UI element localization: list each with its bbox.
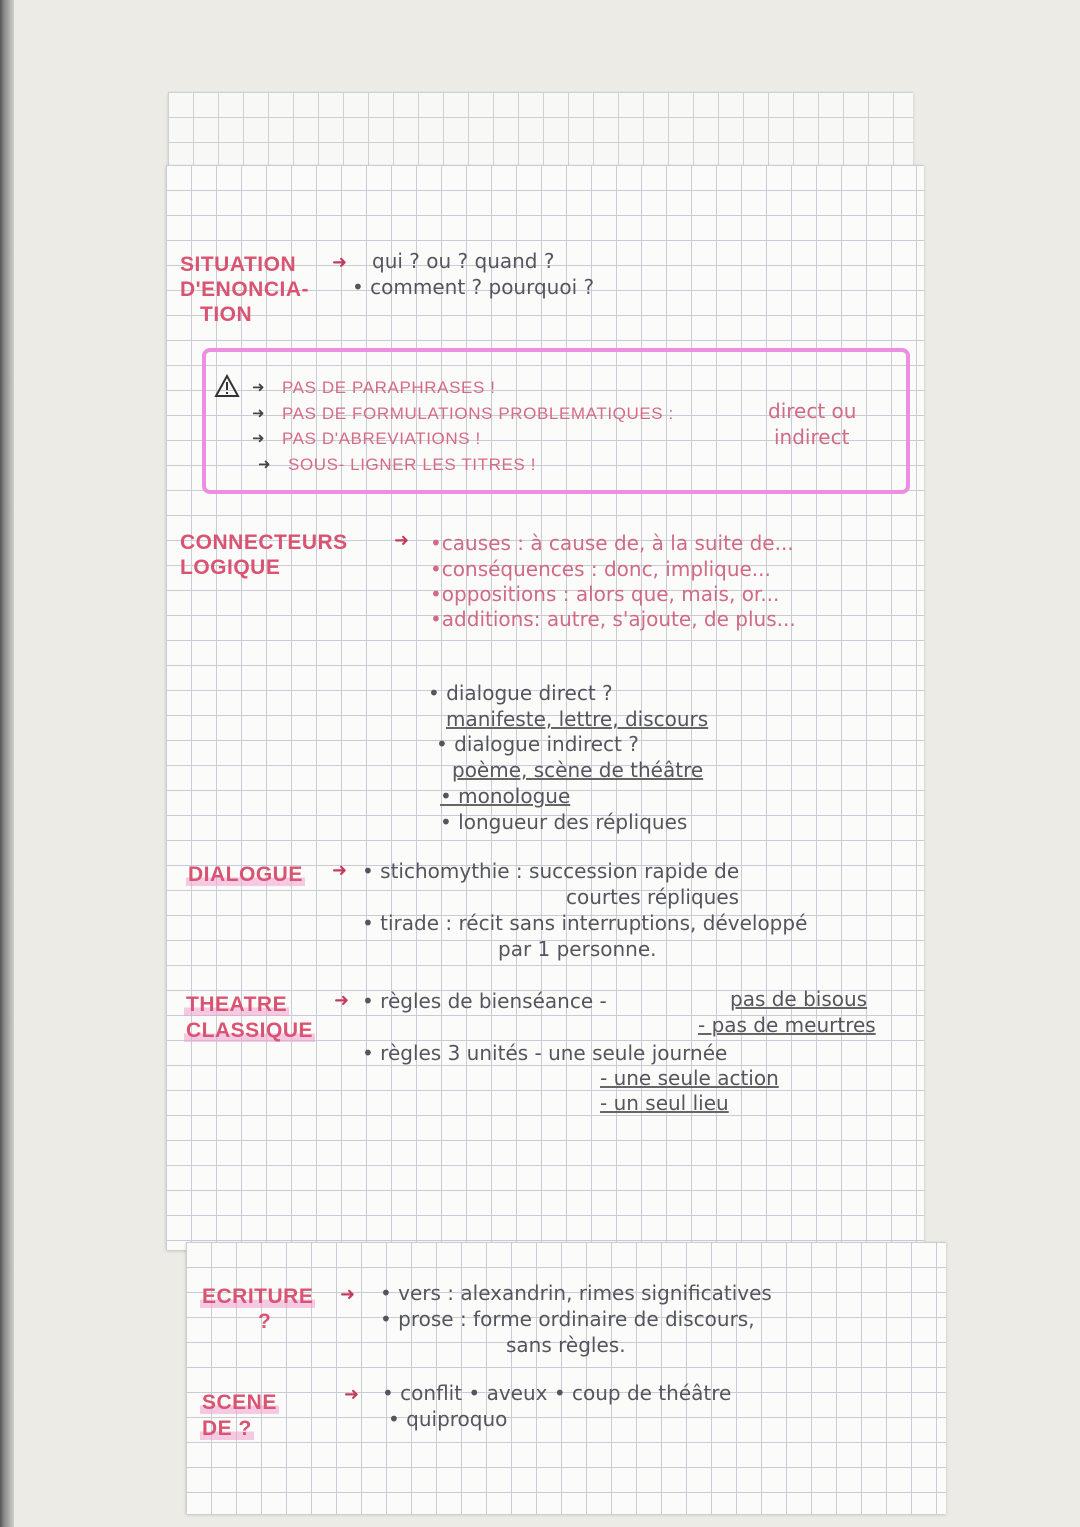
connecteur-causes: •causes : à cause de, à la suite de... [430,531,794,555]
theatre-bienseance: • règles de bienséance - [362,989,607,1013]
theatre-title-2 [184,1018,315,1044]
binder-edge [0,0,14,1527]
dialogue-stichomythie: • stichomythie : succession rapide de [362,859,740,883]
connecteur-additions: •additions: autre, s'ajoute, de plus... [430,607,796,631]
ecriture-prose-cont: sans règles. [506,1333,626,1357]
dialogue-indirect: • dialogue indirect ? [436,732,639,756]
theatre-unites: • règles 3 unités - une seule journée [362,1041,728,1065]
theatre-unites-2: - une seule action [600,1066,779,1090]
dialogue-monologue: • monologue [440,784,571,808]
connecteurs-title-1: CONNECTEURS [180,531,348,554]
arrow-icon: ➜ [394,530,410,551]
scene-title-2-text: DE ? [202,1417,252,1440]
dialogue-title-text: DIALOGUE [188,863,303,886]
warning-side-note-2: indirect [774,425,850,449]
scene-title-2 [200,1416,254,1442]
arrow-icon: ➜ [252,429,265,447]
ecriture-title-text: ECRITURE [202,1285,314,1308]
scene-line-1: • conflit • aveux • coup de théâtre [382,1381,732,1405]
scene-line-2: • quiproquo [388,1407,508,1431]
situation-title-3: TION [200,303,253,326]
scene-title-1 [200,1390,279,1416]
dialogue-indirect-examples: poème, scène de théâtre [452,758,704,782]
theatre-title-1 [184,992,289,1018]
ecriture-prose: • prose : forme ordinaire de discours, [380,1307,755,1331]
warning-side-note-1: direct ou [768,399,857,423]
ecriture-vers: • vers : alexandrin, rimes significatives [380,1281,772,1305]
arrow-icon: ➜ [252,404,265,422]
theatre-title-2-text: CLASSIQUE [186,1019,314,1042]
arrow-icon: ➜ [332,252,348,273]
situation-line-2: • comment ? pourquoi ? [352,275,595,299]
arrow-icon: ➜ [258,455,271,473]
connecteurs-title-2: LOGIQUE [180,556,281,579]
theatre-bienseance-1: pas de bisous [730,987,868,1011]
dialogue-stichomythie-cont: courtes répliques [566,885,740,909]
situation-title-2: D'ENONCIA- [180,278,309,301]
arrow-icon: ➜ [252,378,265,396]
dialogue-longueur: • longueur des répliques [440,810,688,834]
ecriture-title [200,1284,315,1310]
arrow-icon: ➜ [334,990,350,1011]
dialogue-direct-examples: manifeste, lettre, discours [446,707,709,731]
situation-title-1: SITUATION [180,253,297,276]
warning-item-3: PAS D'ABREVIATIONS ! [282,429,481,448]
warning-item-1: PAS DE PARAPHRASES ! [282,378,496,397]
arrow-icon: ➜ [332,860,348,881]
theatre-bienseance-2: - pas de meurtres [698,1013,876,1037]
back-sheet [168,92,913,172]
warning-item-4: SOUS- LIGNER LES TITRES ! [288,455,537,474]
connecteur-oppositions: •oppositions : alors que, mais, or... [430,582,780,606]
connecteur-consequences: •conséquences : donc, implique... [430,557,771,581]
dialogue-title [186,862,305,888]
dialogue-direct: • dialogue direct ? [428,681,613,705]
arrow-icon: ➜ [344,1384,360,1405]
theatre-unites-3: - un seul lieu [600,1091,729,1115]
dialogue-tirade: • tirade : récit sans interruptions, développé [362,911,808,935]
situation-line-1: qui ? ou ? quand ? [372,249,555,273]
scene-title-1-text: SCENE [202,1391,277,1414]
arrow-icon: ➜ [340,1284,356,1305]
dialogue-tirade-cont: par 1 personne. [498,937,657,961]
theatre-title-1-text: THEATRE [186,993,288,1016]
ecriture-title-question: ? [258,1310,272,1333]
warning-triangle-icon [214,374,240,398]
warning-item-2: PAS DE FORMULATIONS PROBLEMATIQUES : [282,404,674,423]
